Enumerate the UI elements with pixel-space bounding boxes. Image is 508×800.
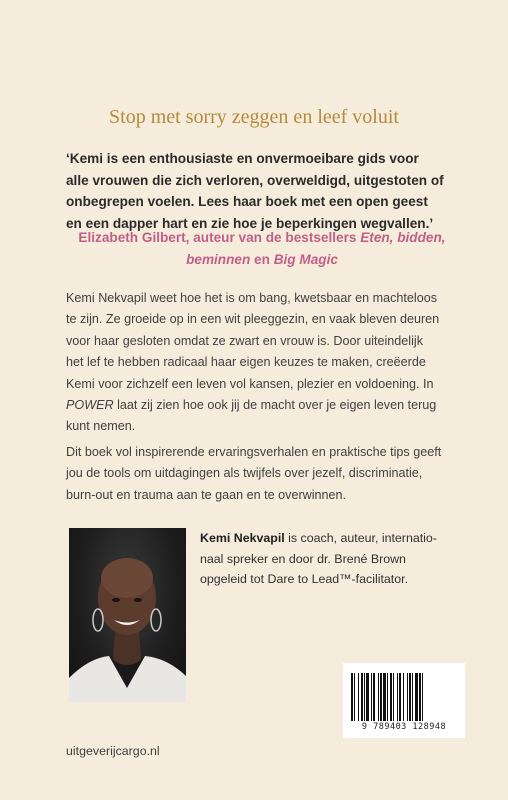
book-title-big-magic: Big Magic	[273, 251, 338, 267]
isbn-barcode	[343, 663, 465, 738]
barcode-bar	[390, 673, 392, 721]
barcode-bar	[351, 673, 353, 721]
quote-line: onbegrepen voelen. Lees haar boek met een open geest	[66, 194, 428, 210]
barcode-bar	[422, 673, 423, 721]
book-title-eten-bidden: Eten, bidden,	[360, 230, 446, 245]
barcode-bar	[397, 673, 398, 721]
isbn-number: 9 789403 128948	[361, 722, 447, 732]
publisher-url: uitgeverijcargo.nl	[66, 744, 160, 758]
book-title-beminnen: beminnen	[186, 251, 251, 267]
barcode-bar	[415, 673, 418, 721]
barcode-bar	[403, 673, 404, 721]
bio-line: opgeleid tot Dare to Lead™-facilitator.	[200, 572, 409, 586]
barcode-bar	[361, 673, 363, 721]
headline: Stop met sorry zeggen en leef voluit	[109, 106, 399, 128]
book-title-power: POWER	[66, 398, 114, 413]
attribution-lead: Elizabeth Gilbert, auteur van de bestsellers	[78, 230, 361, 245]
bio-text: is coach, auteur, internatio-	[284, 531, 437, 545]
barcode-bar	[399, 673, 401, 721]
text-line: te zijn. Ze groeide op in een wit pleeggezin, en vaak bleven deuren	[66, 312, 440, 327]
text-line: kunt nemen.	[66, 419, 136, 434]
description-paragraph-1	[66, 288, 461, 438]
barcode-bar	[393, 673, 394, 721]
barcode-bar	[354, 673, 355, 721]
text-line: Kemi voor zichzelf een leven vol kansen, plezier en voldoening. In	[66, 376, 434, 391]
author-portrait-illustration	[69, 528, 186, 702]
quote-line: alle vrouwen die zich verloren, overweldigd, uitgestoten of	[66, 172, 444, 188]
attribution-connector: en	[250, 251, 274, 267]
barcode-bar	[387, 673, 388, 721]
barcode-bar	[358, 673, 359, 721]
text-line: het lef te hebben radicaal haar eigen keuzes te maken, creëerde	[66, 355, 426, 370]
author-photo	[69, 528, 186, 702]
barcode-bar	[366, 673, 369, 721]
barcode-bar	[383, 673, 386, 721]
quote-line: ‘Kemi is een enthousiaste en onvermoeibare gids voor	[66, 151, 419, 166]
barcode-bar	[380, 673, 382, 721]
barcode-bars	[351, 673, 457, 721]
text-line: burn-out en trauma aan te gaan en te overwinnen.	[66, 487, 347, 502]
barcode-bar	[412, 673, 413, 721]
bio-line: naal spreker en door dr. Brené Brown	[200, 551, 406, 566]
barcode-bar	[364, 673, 365, 721]
blurb-quote	[66, 148, 458, 234]
text-line: jou de tools om uitdagingen als twijfels over jezelf, discriminatie,	[66, 466, 423, 481]
quote-line: en een dapper hart en zie hoe je beperkingen wegvallen.’	[66, 215, 434, 231]
text-line: Dit boek vol inspirerende ervaringsverhalen en praktische tips geeft	[66, 445, 442, 459]
barcode-bar	[409, 673, 411, 721]
text-fragment: laat zij zien hoe ook jij de macht over je eigen leven terug	[113, 398, 437, 413]
author-name: Kemi Nekvapil	[200, 531, 285, 545]
barcode-bar	[371, 673, 372, 721]
author-bio	[200, 528, 450, 590]
barcode-bar	[419, 673, 421, 721]
barcode-bar	[407, 673, 408, 721]
description-paragraph-2	[66, 442, 461, 506]
quote-attribution	[66, 227, 458, 270]
text-line: Kemi Nekvapil weet hoe het is om bang, kwetsbaar en machteloos	[66, 291, 438, 305]
barcode-bar	[378, 673, 379, 721]
text-line: voor haar gesloten omdat ze zwart en vrouw is. Door uiteindelijk	[66, 333, 423, 348]
barcode-bar	[373, 673, 375, 721]
